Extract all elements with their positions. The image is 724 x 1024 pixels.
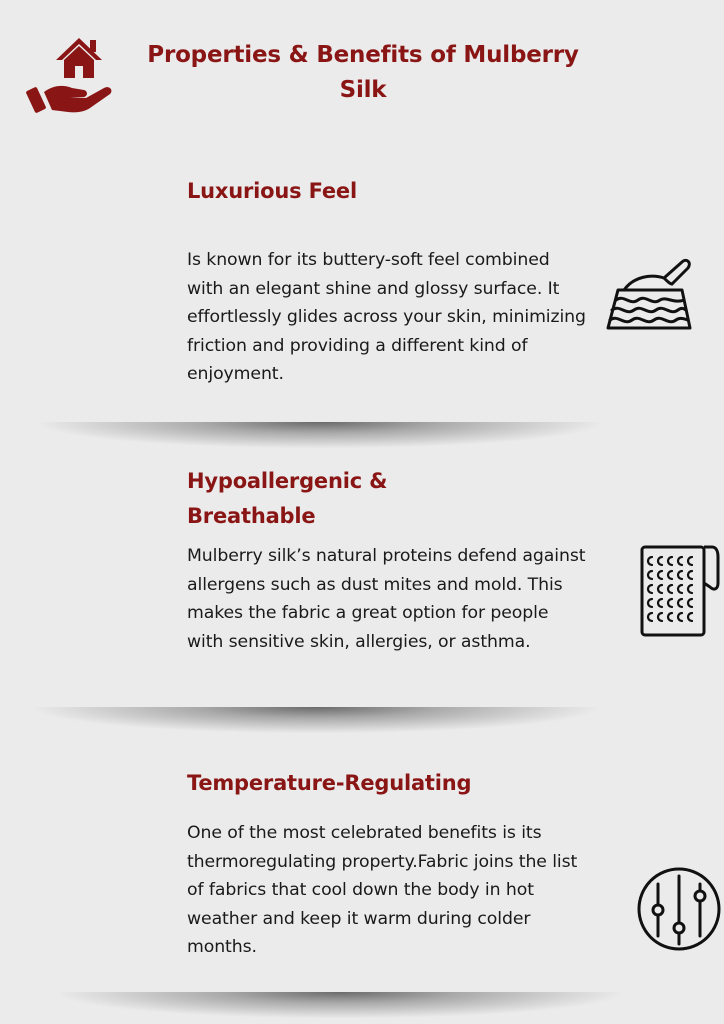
section-body: Is known for its buttery-soft feel combined with an elegant shine and glossy surface. It effortlessly glides across your skin, minimizing friction and providing a different kind of enjoyment. [187, 250, 586, 385]
silk-fabric-bolt-icon [604, 254, 696, 334]
section-body: One of the most celebrated benefits is its thermoregulating property.Fabric joins the list of fabrics that cool down the body in hot weather and keep it warm during colder months. [187, 823, 578, 958]
fabric-roll-icon [638, 543, 722, 639]
section-body: Mulberry silk’s natural proteins defend against allergens such as dust mites and mold. This makes the fabric a great option for people with sensitive skin, allergies, or asthma. [187, 546, 586, 652]
section-body-wrapper [187, 542, 587, 656]
house-in-hand-icon [26, 30, 116, 116]
section-luxurious-feel [187, 174, 587, 389]
adjustment-sliders-icon [636, 866, 722, 952]
section-heading: Temperature-Regulating [187, 771, 472, 795]
section-divider [40, 422, 600, 448]
section-heading: Hypoallergenic & Breathable [187, 469, 388, 528]
section-temperature-regulating [187, 766, 587, 962]
section-divider [60, 992, 620, 1018]
section-heading: Luxurious Feel [187, 179, 357, 203]
section-hypoallergenic-breathable [187, 464, 397, 534]
section-divider [36, 707, 596, 733]
page-title: Properties & Benefits of Mulberry Silk [147, 42, 579, 103]
